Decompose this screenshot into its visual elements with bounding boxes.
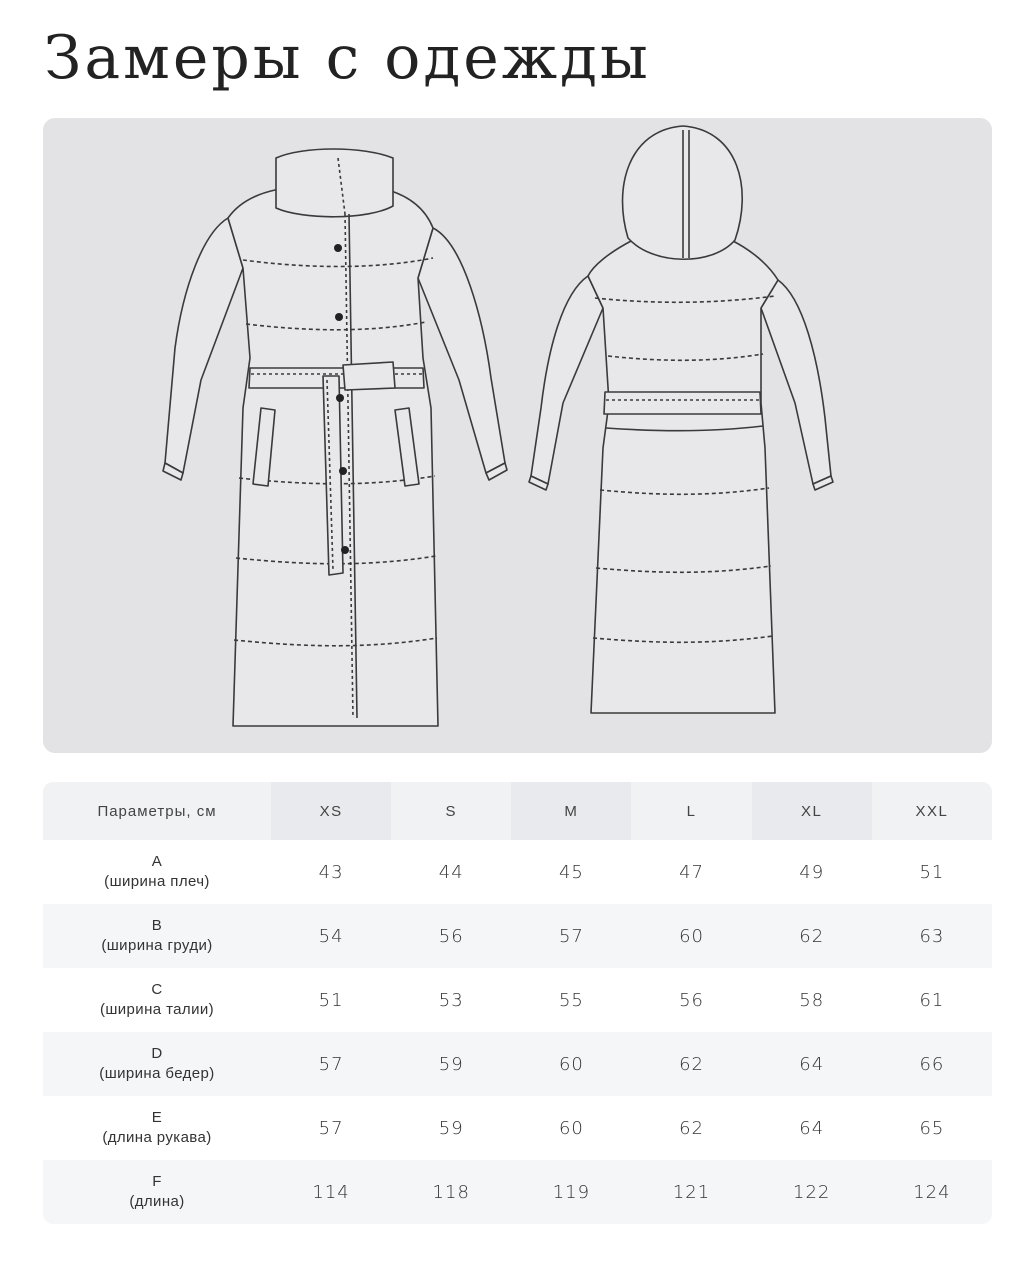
value-cell: 56 <box>391 904 511 968</box>
value-cell: 66 <box>872 1032 992 1096</box>
param-cell <box>43 968 271 1032</box>
value-cell: 57 <box>511 904 631 968</box>
value-cell: 64 <box>752 1032 872 1096</box>
table-header-row <box>43 782 992 840</box>
coat-illustration-panel <box>43 118 992 753</box>
value-cell: 49 <box>799 861 825 883</box>
value-cell: 61 <box>919 989 945 1011</box>
value-cell: 114 <box>271 1160 391 1224</box>
value-cell: 59 <box>438 1117 464 1139</box>
size-chart-table <box>43 782 992 1224</box>
param-letter: D <box>151 1045 163 1062</box>
value-cell: 62 <box>679 1117 704 1139</box>
param-desc: (длина) <box>129 1193 185 1210</box>
value-cell: 62 <box>631 1032 751 1096</box>
param-desc: (ширина плеч) <box>104 873 210 890</box>
coat-front-view <box>163 149 507 726</box>
param-desc: (ширина талии) <box>99 1001 215 1018</box>
size-header-xxl: XXL <box>872 782 992 840</box>
value-cell: 60 <box>558 1117 584 1139</box>
param-letter: C <box>151 981 163 998</box>
value-cell: 51 <box>318 989 344 1011</box>
page-title: Замеры с одежды <box>44 23 651 93</box>
value-cell: 122 <box>752 1160 872 1224</box>
size-header-m: M <box>511 782 631 840</box>
value-cell: 124 <box>872 1160 992 1224</box>
value-cell: 54 <box>271 904 391 968</box>
param-letter: B <box>151 917 163 934</box>
param-header: Параметры, см <box>43 782 271 840</box>
param-cell <box>43 1096 271 1160</box>
param-cell <box>43 1160 271 1224</box>
param-letter: F <box>152 1173 162 1190</box>
value-cell: 58 <box>799 989 825 1011</box>
value-cell: 62 <box>752 904 872 968</box>
value-cell: 56 <box>679 989 704 1011</box>
size-header-l: L <box>631 782 751 840</box>
size-header-s: S <box>391 782 511 840</box>
value-cell: 43 <box>318 861 344 883</box>
value-cell: 57 <box>271 1032 391 1096</box>
param-cell <box>43 904 271 968</box>
param-desc: (длина рукава) <box>102 1129 212 1146</box>
table-row <box>43 904 992 968</box>
value-cell: 51 <box>919 861 945 883</box>
table-row <box>43 968 992 1032</box>
size-header-xs: XS <box>271 782 391 840</box>
value-cell: 55 <box>558 989 584 1011</box>
value-cell: 63 <box>872 904 992 968</box>
value-cell: 60 <box>631 904 751 968</box>
value-cell: 47 <box>679 861 704 883</box>
value-cell: 44 <box>438 861 464 883</box>
param-letter: E <box>151 1109 163 1126</box>
value-cell: 60 <box>511 1032 631 1096</box>
size-header-xl: XL <box>752 782 872 840</box>
param-desc: (ширина груди) <box>101 937 213 954</box>
coat-back-view <box>529 126 833 713</box>
value-cell: 59 <box>391 1032 511 1096</box>
value-cell: 53 <box>438 989 464 1011</box>
param-cell <box>43 1032 271 1096</box>
table-row <box>43 840 992 904</box>
value-cell: 45 <box>558 861 584 883</box>
value-cell: 119 <box>511 1160 631 1224</box>
param-letter: A <box>151 853 163 870</box>
param-desc: (ширина бедер) <box>99 1065 215 1082</box>
value-cell: 118 <box>391 1160 511 1224</box>
value-cell: 121 <box>631 1160 751 1224</box>
value-cell: 57 <box>318 1117 344 1139</box>
table-row <box>43 1096 992 1160</box>
value-cell: 65 <box>919 1117 945 1139</box>
param-cell <box>43 840 271 904</box>
value-cell: 64 <box>799 1117 825 1139</box>
table-row <box>43 1160 992 1224</box>
table-row <box>43 1032 992 1096</box>
